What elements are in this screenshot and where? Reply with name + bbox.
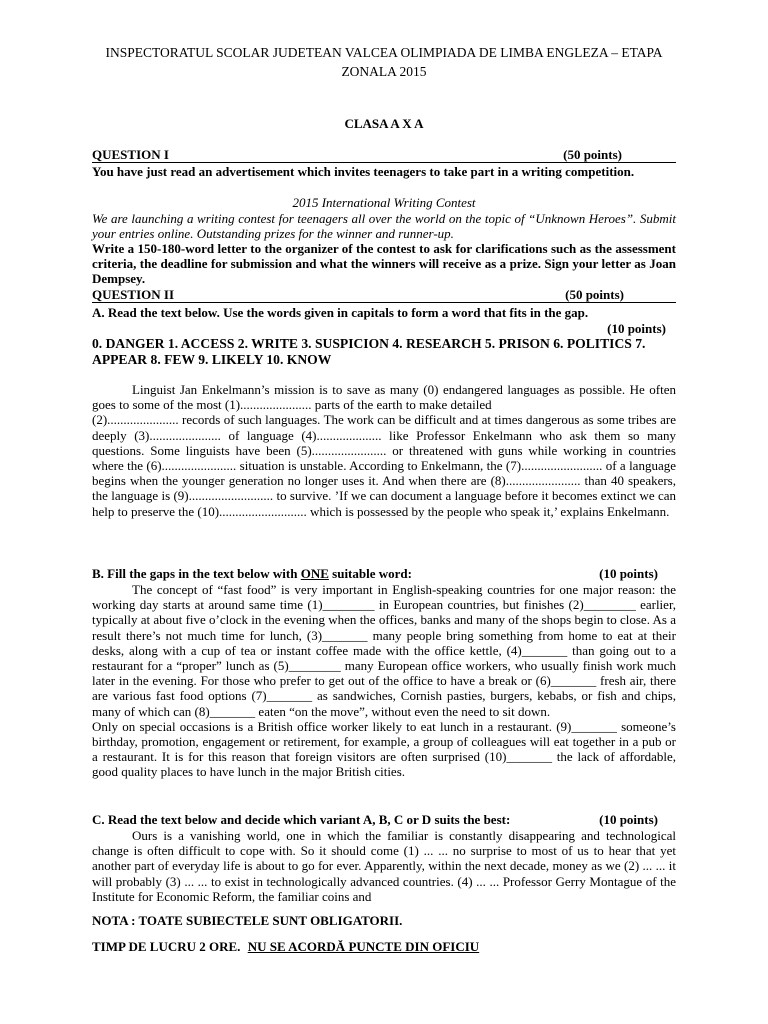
section-b-text	[92, 582, 676, 780]
question-1-points: (50 points)	[563, 147, 622, 162]
footer-note: NOTA : TOATE SUBIECTELE SUNT OBLIGATORII.	[92, 913, 403, 928]
section-b-points: (10 points)	[599, 566, 658, 581]
section-c-points: (10 points)	[599, 812, 658, 827]
footer-time-text: TIMP DE LUCRU 2 ORE.	[92, 939, 241, 954]
header-line-1: INSPECTORATUL SCOLAR JUDETEAN VALCEA OLIMPIADA DE LIMBA ENGLEZA – ETAPA	[105, 45, 663, 60]
question-2-title: QUESTION II	[92, 287, 174, 302]
section-a-text	[92, 382, 676, 519]
question-1-title: QUESTION I	[92, 147, 169, 162]
section-a-instruction: A. Read the text below. Use the words given in capitals to form a word that fits in the gap.	[92, 305, 589, 320]
advertisement-text: We are launching a writing contest for teenagers all over the world on the topic of “Unknown Heroes”. Submit your entries online. Outstanding prizes for the winner and runner-up.	[92, 211, 676, 242]
section-b-paragraph-2: Only on special occasions is a British office worker likely to eat lunch in a restaurant. (9)_______ someone’s birthday, promotion, engagement or retirement, for example, a group of colleagues will eat together in a pub or a restaurant. It is for this reason that foreign visitors are often surprised (10)_______ the lack of affordable, good quality places to have lunch in the major British cities.	[92, 718, 676, 780]
section-b-instruction-start: B. Fill the gaps in the text below with	[92, 566, 301, 581]
footer-no-points: NU SE ACORDĂ PUNCTE DIN OFICIU	[247, 939, 480, 954]
question-2-heading	[92, 287, 676, 303]
section-b-paragraph-1: The concept of “fast food” is very important in English-speaking countries for one major reason: the working day starts at around same time (1)________ in European countries, but finishes (2)________ earlier, typically at about five o’clock in the evening when the offices, banks and many of the shops begin to close. As a result there’s not much time for lunch, (3)_______ many people bring something from home to eat at their desks, along with a cup of tea or instant coffee made with the office kettle, (4)_______ than going out to a restaurant for a “proper” lunch as (5)________ many European office workers, who usually finish work much later in the evening. For those who prefer to get out of the office to have a break or (6)_______ fresh air, there are various fast food options (7)_______ as sandwiches, Cornish pasties, burgers, kebabs, or fish and chips, many of which can (8)_______ eaten “on the move”, without even the need to sit down.	[92, 582, 676, 719]
section-a-paragraph-2: (2)...................... records of such languages. The work can be difficult and at times dangerous as some tribes are deeply (3)...................... of language (4).................... like Professor Enkelmann who ask them so many questions. Some linguists have been (5)....................... or threatened with guns while working in countries where the (6)....................... situation is unstable. According to Enkelmann, the (7)......................... of a language begins when the younger generation no longer uses it. And when there are (8)....................... than 40 speakers, the language is (9).......................... to survive. ’If we can document a language before it becomes extinct we can help to preserve the (10)........................... which is possessed by the people who speak it,’ explains Enkelmann.	[92, 412, 676, 519]
header-line-2: ZONALA 2015	[341, 64, 427, 79]
contest-title: 2015 International Writing Contest	[292, 195, 476, 210]
question-1-heading	[92, 147, 676, 163]
section-b-instruction	[92, 566, 412, 581]
question-1-intro: You have just read an advertisement which invites teenagers to take part in a writing competition.	[92, 164, 635, 179]
class-title: CLASA A X A	[344, 116, 424, 131]
section-c-instruction: C. Read the text below and decide which variant A, B, C or D suits the best:	[92, 812, 511, 827]
section-a-points: (10 points)	[607, 321, 666, 336]
section-c-text: Ours is a vanishing world, one in which the familiar is constantly disappearing and technological change is often difficult to cope with. So it should come (1) ... ... no surprise to most of us to hear that yet another part of everyday life is about to go for ever. Apparently, within the next decade, money as we (2) ... ... it will probably (3) ... ... to exist in technologically advanced countries. (4) ... ... Professor Gerry Montague of the Institute for Economic Reform, the familiar coins and	[92, 828, 676, 904]
section-b-instruction-end: suitable word:	[328, 566, 412, 581]
section-a-word-list: 0. DANGER 1. ACCESS 2. WRITE 3. SUSPICION 4. RESEARCH 5. PRISON 6. POLITICS 7. APPEAR 8. FEW 9. LIKELY 10. KNOW	[92, 336, 646, 367]
footer-time	[92, 939, 676, 954]
document-header	[92, 43, 676, 81]
question-2-points: (50 points)	[565, 287, 624, 302]
section-b-instruction-one: ONE	[300, 566, 329, 581]
question-1-task: Write a 150-180-word letter to the organizer of the contest to ask for clarifications such as the assessment criteria, the deadline for submission and what the winners will receive as a prize. Sign your letter as Joan Dempsey.	[92, 241, 676, 287]
section-c-heading	[92, 812, 676, 827]
section-b-heading	[92, 566, 676, 581]
section-a-paragraph-1: Linguist Jan Enkelmann’s mission is to save as many (0) endangered languages as possible. He often goes to some of the most (1)...................... parts of the earth to make detailed	[92, 382, 676, 413]
